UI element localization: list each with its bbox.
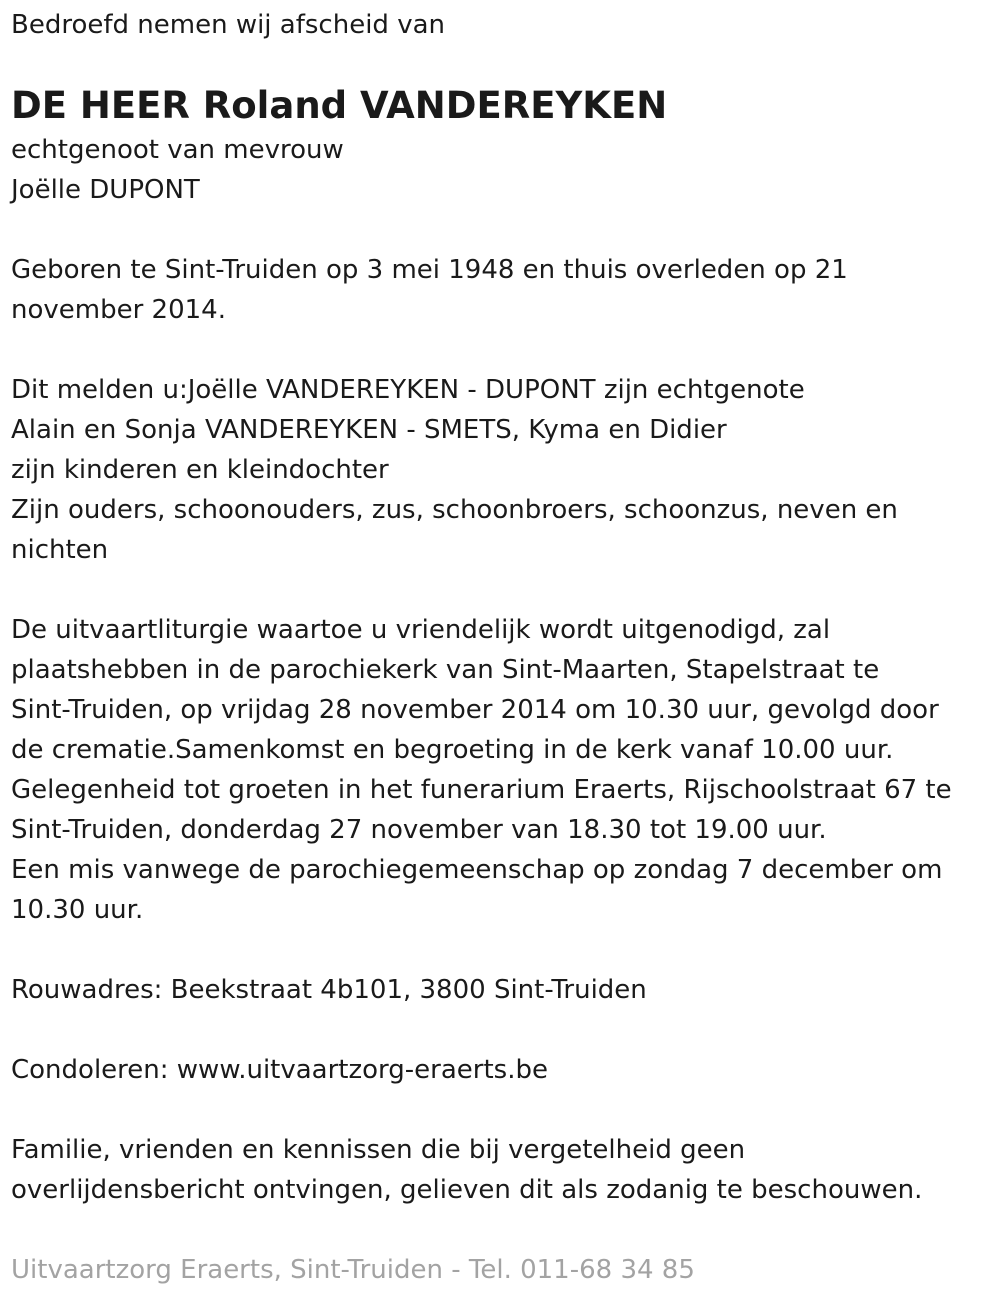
funeral-line: plaatshebben in de parochiekerk van Sint-Maarten, Stapelstraat te <box>11 655 880 685</box>
intro-text: Bedroefd nemen wij afscheid van <box>11 10 445 40</box>
family-line: zijn kinderen en kleindochter <box>11 455 389 485</box>
mourning-address: Rouwadres: Beekstraat 4b101, 3800 Sint-Truiden <box>11 975 647 1005</box>
spacer <box>11 210 989 250</box>
spacer <box>11 1010 989 1050</box>
family-line: Dit melden u:Joëlle VANDEREYKEN - DUPONT zijn echtgenote <box>11 375 805 405</box>
funeral-line: Sint-Truiden, donderdag 27 november van 18.30 tot 19.00 uur. <box>11 815 827 845</box>
spouse-line-1: echtgenoot van mevrouw <box>11 135 344 165</box>
funeral-line: Gelegenheid tot groeten in het funerarium Eraerts, Rijschoolstraat 67 te <box>11 775 952 805</box>
funeral-line: Een mis vanwege de parochiegemeenschap op zondag 7 december om <box>11 855 943 885</box>
funeral-line: de crematie.Samenkomst en begroeting in de kerk vanaf 10.00 uur. <box>11 735 894 765</box>
funeral-line: De uitvaartliturgie waartoe u vriendelijk wordt uitgenodigd, zal <box>11 615 831 645</box>
spacer <box>11 1090 989 1130</box>
birth-death-line-1: Geboren te Sint-Truiden op 3 mei 1948 en thuis overleden op 21 <box>11 255 848 285</box>
spouse-line-2: Joëlle DUPONT <box>11 175 200 205</box>
notice-line-2: overlijdensbericht ontvingen, gelieven dit als zodanig te beschouwen. <box>11 1175 923 1205</box>
funeral-line: 10.30 uur. <box>11 895 144 925</box>
notice-line-1: Familie, vrienden en kennissen die bij vergetelheid geen <box>11 1135 746 1165</box>
condolences-line: Condoleren: www.uitvaartzorg-eraerts.be <box>11 1055 548 1085</box>
spacer <box>11 1210 989 1250</box>
deceased-name: DE HEER Roland VANDEREYKEN <box>11 84 668 127</box>
funeral-home-footer: Uitvaartzorg Eraerts, Sint-Truiden - Tel. 011-68 34 85 <box>11 1255 695 1285</box>
spacer <box>11 330 989 370</box>
family-line: Alain en Sonja VANDEREYKEN - SMETS, Kyma en Didier <box>11 415 727 445</box>
spacer <box>11 570 989 610</box>
spacer <box>11 930 989 970</box>
funeral-line: Sint-Truiden, op vrijdag 28 november 2014 om 10.30 uur, gevolgd door <box>11 695 939 725</box>
family-line: nichten <box>11 535 109 565</box>
family-line: Zijn ouders, schoonouders, zus, schoonbroers, schoonzus, neven en <box>11 495 898 525</box>
birth-death-line-2: november 2014. <box>11 295 226 325</box>
